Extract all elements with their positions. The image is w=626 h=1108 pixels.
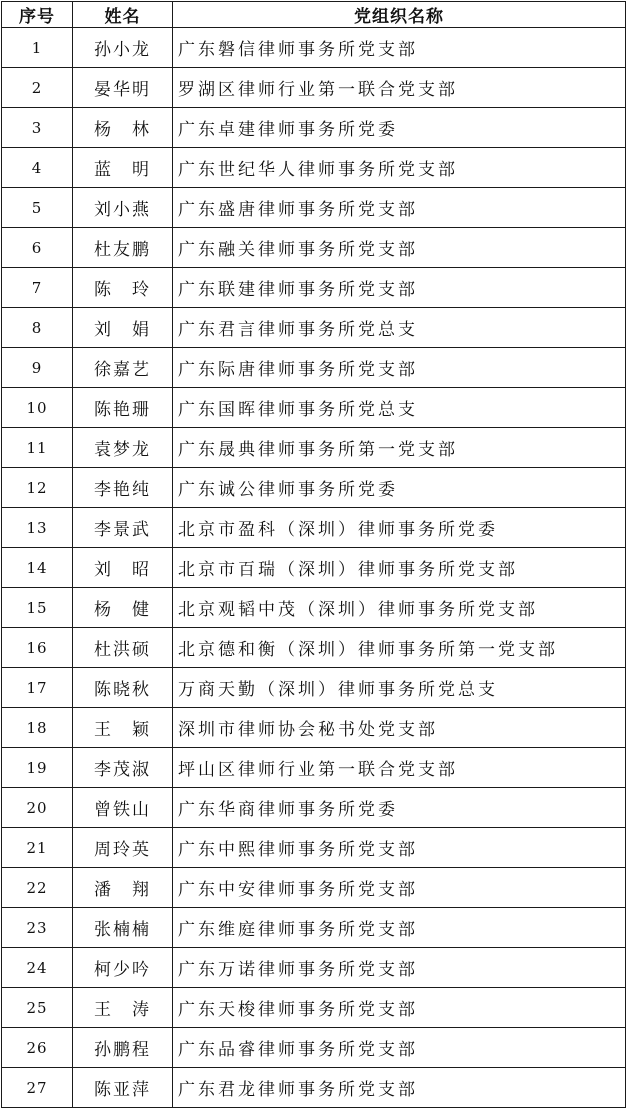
table-row bbox=[2, 388, 626, 428]
cell-org: 广东天梭律师事务所党支部 bbox=[173, 988, 626, 1028]
cell-seq: 10 bbox=[2, 388, 73, 428]
cell-name: 李景武 bbox=[73, 508, 173, 548]
cell-org: 广东卓建律师事务所党委 bbox=[173, 108, 626, 148]
cell-name: 杨 林 bbox=[73, 108, 173, 148]
cell-seq: 18 bbox=[2, 708, 73, 748]
table-row bbox=[2, 1028, 626, 1068]
table-row bbox=[2, 788, 626, 828]
cell-seq: 17 bbox=[2, 668, 73, 708]
cell-seq: 2 bbox=[2, 68, 73, 108]
cell-name: 刘小燕 bbox=[73, 188, 173, 228]
cell-org: 北京市百瑞（深圳）律师事务所党支部 bbox=[173, 548, 626, 588]
table-row bbox=[2, 188, 626, 228]
cell-org: 广东中熙律师事务所党支部 bbox=[173, 828, 626, 868]
cell-name: 徐嘉艺 bbox=[73, 348, 173, 388]
cell-org: 罗湖区律师行业第一联合党支部 bbox=[173, 68, 626, 108]
cell-org: 深圳市律师协会秘书处党支部 bbox=[173, 708, 626, 748]
table-row bbox=[2, 548, 626, 588]
cell-org: 广东中安律师事务所党支部 bbox=[173, 868, 626, 908]
table-row bbox=[2, 748, 626, 788]
cell-name: 陈 玲 bbox=[73, 268, 173, 308]
table-row bbox=[2, 588, 626, 628]
cell-name: 刘 娟 bbox=[73, 308, 173, 348]
cell-org: 广东国晖律师事务所党总支 bbox=[173, 388, 626, 428]
cell-seq: 21 bbox=[2, 828, 73, 868]
cell-org: 广东世纪华人律师事务所党支部 bbox=[173, 148, 626, 188]
table-body bbox=[2, 28, 626, 1108]
cell-name: 刘 昭 bbox=[73, 548, 173, 588]
cell-seq: 1 bbox=[2, 28, 73, 68]
cell-org: 坪山区律师行业第一联合党支部 bbox=[173, 748, 626, 788]
cell-name: 李艳纯 bbox=[73, 468, 173, 508]
header-seq: 序号 bbox=[2, 2, 73, 28]
table-row bbox=[2, 68, 626, 108]
cell-seq: 19 bbox=[2, 748, 73, 788]
table-row bbox=[2, 1068, 626, 1108]
cell-seq: 12 bbox=[2, 468, 73, 508]
cell-name: 孙小龙 bbox=[73, 28, 173, 68]
cell-seq: 27 bbox=[2, 1068, 73, 1108]
table-row bbox=[2, 428, 626, 468]
table-row bbox=[2, 948, 626, 988]
cell-seq: 5 bbox=[2, 188, 73, 228]
cell-org: 广东融关律师事务所党支部 bbox=[173, 228, 626, 268]
table-row bbox=[2, 28, 626, 68]
cell-name: 陈亚萍 bbox=[73, 1068, 173, 1108]
cell-org: 广东万诺律师事务所党支部 bbox=[173, 948, 626, 988]
header-org: 党组织名称 bbox=[173, 2, 626, 28]
table-row bbox=[2, 468, 626, 508]
cell-org: 广东诚公律师事务所党委 bbox=[173, 468, 626, 508]
cell-org: 广东维庭律师事务所党支部 bbox=[173, 908, 626, 948]
cell-name: 李茂淑 bbox=[73, 748, 173, 788]
cell-org: 广东际唐律师事务所党支部 bbox=[173, 348, 626, 388]
table-row bbox=[2, 348, 626, 388]
cell-seq: 14 bbox=[2, 548, 73, 588]
cell-name: 周玲英 bbox=[73, 828, 173, 868]
cell-seq: 25 bbox=[2, 988, 73, 1028]
cell-name: 陈晓秋 bbox=[73, 668, 173, 708]
table-row bbox=[2, 868, 626, 908]
cell-name: 王 颖 bbox=[73, 708, 173, 748]
cell-org: 广东盛唐律师事务所党支部 bbox=[173, 188, 626, 228]
cell-seq: 22 bbox=[2, 868, 73, 908]
cell-name: 杜洪硕 bbox=[73, 628, 173, 668]
cell-seq: 23 bbox=[2, 908, 73, 948]
cell-org: 北京观韬中茂（深圳）律师事务所党支部 bbox=[173, 588, 626, 628]
table-row bbox=[2, 708, 626, 748]
cell-org: 广东华商律师事务所党委 bbox=[173, 788, 626, 828]
cell-name: 张楠楠 bbox=[73, 908, 173, 948]
cell-org: 北京市盈科（深圳）律师事务所党委 bbox=[173, 508, 626, 548]
cell-org: 广东磐信律师事务所党支部 bbox=[173, 28, 626, 68]
table-row bbox=[2, 108, 626, 148]
table-row bbox=[2, 668, 626, 708]
cell-name: 王 涛 bbox=[73, 988, 173, 1028]
cell-name: 曾铁山 bbox=[73, 788, 173, 828]
table-row bbox=[2, 228, 626, 268]
cell-seq: 15 bbox=[2, 588, 73, 628]
cell-name: 袁梦龙 bbox=[73, 428, 173, 468]
table-row bbox=[2, 308, 626, 348]
cell-name: 柯少吟 bbox=[73, 948, 173, 988]
cell-name: 蓝 明 bbox=[73, 148, 173, 188]
cell-name: 陈艳珊 bbox=[73, 388, 173, 428]
table-row bbox=[2, 628, 626, 668]
cell-seq: 7 bbox=[2, 268, 73, 308]
table-row bbox=[2, 988, 626, 1028]
cell-seq: 11 bbox=[2, 428, 73, 468]
cell-org: 北京德和衡（深圳）律师事务所第一党支部 bbox=[173, 628, 626, 668]
cell-seq: 13 bbox=[2, 508, 73, 548]
table-row bbox=[2, 148, 626, 188]
header-name: 姓名 bbox=[73, 2, 173, 28]
cell-org: 广东晟典律师事务所第一党支部 bbox=[173, 428, 626, 468]
cell-org: 广东君言律师事务所党总支 bbox=[173, 308, 626, 348]
cell-org: 广东联建律师事务所党支部 bbox=[173, 268, 626, 308]
cell-name: 孙鹏程 bbox=[73, 1028, 173, 1068]
cell-seq: 3 bbox=[2, 108, 73, 148]
cell-seq: 6 bbox=[2, 228, 73, 268]
table-row bbox=[2, 268, 626, 308]
cell-name: 晏华明 bbox=[73, 68, 173, 108]
cell-name: 杨 健 bbox=[73, 588, 173, 628]
header-row bbox=[2, 2, 626, 28]
table-row bbox=[2, 508, 626, 548]
cell-seq: 9 bbox=[2, 348, 73, 388]
table-row bbox=[2, 908, 626, 948]
cell-seq: 8 bbox=[2, 308, 73, 348]
cell-seq: 4 bbox=[2, 148, 73, 188]
cell-name: 杜友鹏 bbox=[73, 228, 173, 268]
cell-seq: 16 bbox=[2, 628, 73, 668]
cell-org: 广东品睿律师事务所党支部 bbox=[173, 1028, 626, 1068]
cell-org: 万商天勤（深圳）律师事务所党总支 bbox=[173, 668, 626, 708]
table-row bbox=[2, 828, 626, 868]
cell-name: 潘 翔 bbox=[73, 868, 173, 908]
roster-table bbox=[1, 1, 626, 1108]
cell-seq: 24 bbox=[2, 948, 73, 988]
cell-org: 广东君龙律师事务所党支部 bbox=[173, 1068, 626, 1108]
cell-seq: 26 bbox=[2, 1028, 73, 1068]
cell-seq: 20 bbox=[2, 788, 73, 828]
